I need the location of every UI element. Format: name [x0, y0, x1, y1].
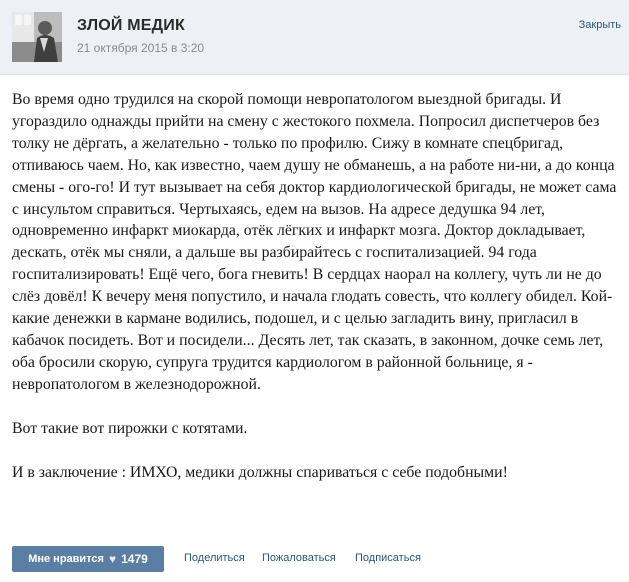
share-link[interactable]: Поделиться	[184, 552, 245, 564]
avatar[interactable]	[12, 12, 62, 62]
subscribe-link[interactable]: Подписаться	[355, 552, 421, 564]
post-paragraph: Вот такие вот пирожки с котятами.	[12, 419, 248, 437]
like-count: 1479	[121, 552, 148, 566]
post-footer	[12, 546, 622, 572]
like-button[interactable]	[12, 546, 164, 572]
post-header	[0, 0, 629, 75]
report-link[interactable]: Пожаловаться	[262, 552, 336, 564]
like-label: Мне нравится	[28, 553, 104, 565]
post-paragraph: Во время одно трудился на скорой помощи невропатологом выездной бригады. И угораздило однажды прийти на смену с жестокого похмела. Попросил диспетчеров без толку не дёргать, а желательно - только по профилю. Сижу в комнате спецбригад, отпиваюсь чаем. Но, как известно, чаем душу не обманешь, а на работе ни-ни, а до конца смены - ого-го! И тут вызывает на себя доктор кардиологической бригады, не может сама с инсультом справиться. Чертыхаясь, едем на вызов. На адресе дедушка 94 лет, одновременно инфаркт миокарда, отёк лёгких и инфаркт мозга. Доктор докладывает, дескать, отёк мы сняли, а дальше вы разбирайтесь с госпитализацией. 94 года госпитализировать! Ещё чего, бога гневить! В сердцах наорал на коллегу, чуть ли не до слёз довёл! К вечеру меня попустило, и начала глодать совесть, что коллегу обидел. Кой-какие денежки в кармане водились, подошел, и с целью загладить вину, пригласил в кабачок посидеть. Вот и посидели... Десять лет, так сказать, в законном, дочке семь лет, оба бросили скорую, супруга трудится кардиологом в районной больнице, я - невропатологом в железнодорожной.	[12, 91, 617, 393]
close-link[interactable]: Закрыть	[578, 19, 621, 31]
post-paragraph: И в заключение : ИМХО, медики должны спариваться с себе подобными!	[12, 463, 508, 481]
author-name[interactable]: ЗЛОЙ МЕДИК	[77, 17, 185, 34]
post-date[interactable]: 21 октября 2015 в 3:20	[77, 41, 205, 55]
post-text	[12, 89, 624, 484]
heart-icon: ♥	[108, 552, 117, 566]
